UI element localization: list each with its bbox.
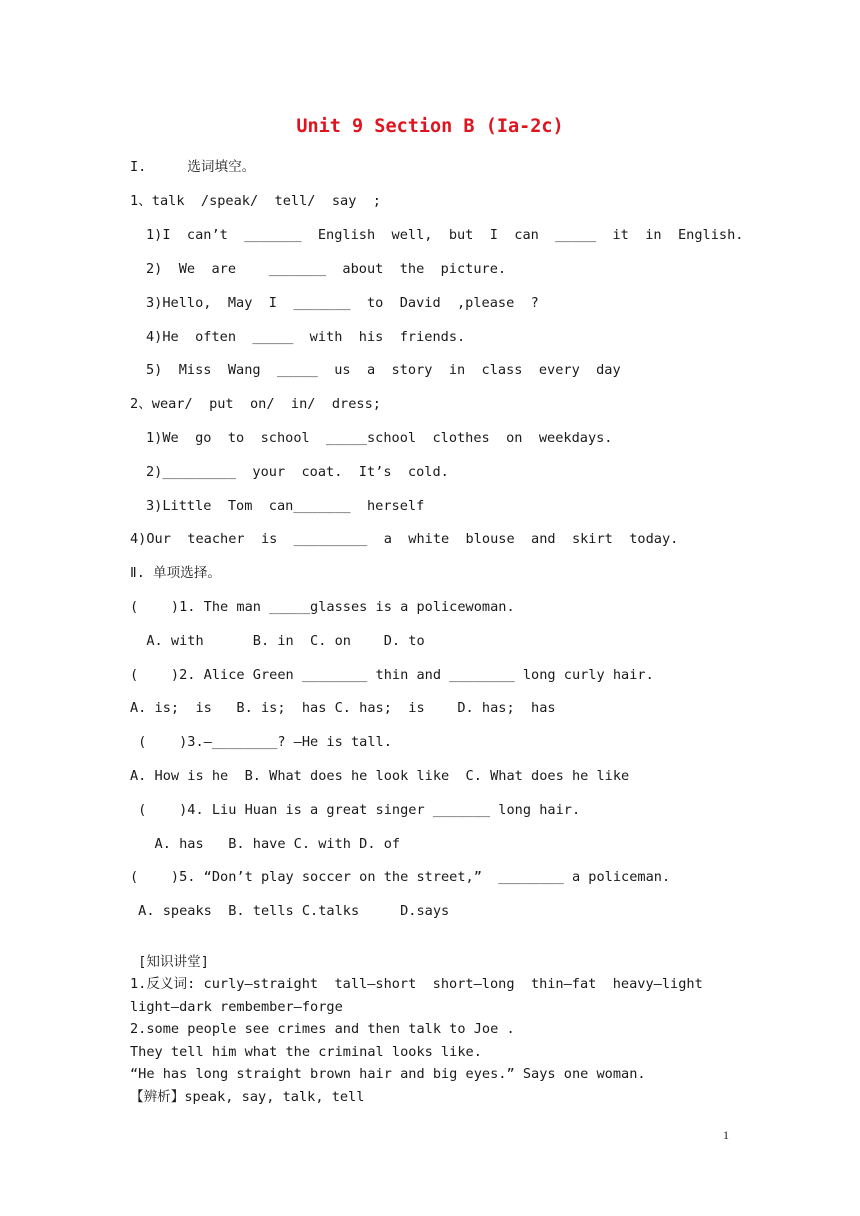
question-3-options: A. How is he B. What does he look like C. What does he like <box>130 768 630 784</box>
question-4-options: A. has B. have C. with D. of <box>130 836 401 852</box>
group-2-heading: 2、wear/ put on/ in/ dress; <box>130 396 381 412</box>
question-1-options: A. with B. in C. on D. to <box>130 633 425 649</box>
group-2-item-1: 1)We go to school _____school clothes on weekdays. <box>146 430 613 446</box>
group-1-item-2: 2) We are _______ about the picture. <box>146 261 507 277</box>
group-1-item-1: 1)I can’t _______ English well, but I can _____ it in English. <box>146 227 744 243</box>
notes-line: light—dark rembember—forge <box>130 999 343 1015</box>
section-2-heading: Ⅱ. 单项选择。 <box>130 565 222 581</box>
question-3: ( )3.—________? —He is tall. <box>130 734 392 750</box>
group-1-item-3: 3)Hello, May I _______ to David ,please ? <box>146 295 539 311</box>
notes-line: 【辨析】speak, say, talk, tell <box>130 1089 365 1105</box>
group-2-item-3: 3)Little Tom can_______ herself <box>146 498 425 514</box>
notes-line: They tell him what the criminal looks like. <box>130 1044 482 1060</box>
question-1: ( )1. The man _____glasses is a policewoman. <box>130 599 515 615</box>
page-number: 1 <box>723 1128 729 1142</box>
group-1-item-5: 5) Miss Wang _____ us a story in class every day <box>146 362 621 378</box>
group-2-item-4: 4)Our teacher is _________ a white blouse and skirt today. <box>130 531 679 547</box>
notes-line: 1.反义词: curly—straight tall—short short—long thin—fat heavy—light <box>130 976 703 992</box>
group-1-heading: 1、talk /speak/ tell/ say ; <box>130 193 381 209</box>
question-5: ( )5. “Don’t play soccer on the street,” ________ a policeman. <box>130 869 671 885</box>
group-2-item-2: 2)_________ your coat. It’s cold. <box>146 464 449 480</box>
notes-line: 2.some people see crimes and then talk to Joe . <box>130 1021 515 1037</box>
notes-heading: [知识讲堂] <box>130 954 209 970</box>
group-1-item-4: 4)He often _____ with his friends. <box>146 329 466 345</box>
question-4: ( )4. Liu Huan is a great singer _______ long hair. <box>130 802 581 818</box>
question-5-options: A. speaks B. tells C.talks D.says <box>130 903 450 919</box>
notes-line: “He has long straight brown hair and big eyes.” Says one woman. <box>130 1066 646 1082</box>
section-1-heading: I. 选词填空。 <box>130 159 256 175</box>
question-2-options: A. is; is B. is; has C. has; is D. has; has <box>130 700 556 716</box>
page-title: Unit 9 Section B (Ia-2c) <box>296 116 564 137</box>
question-2: ( )2. Alice Green ________ thin and ________ long curly hair. <box>130 667 654 683</box>
